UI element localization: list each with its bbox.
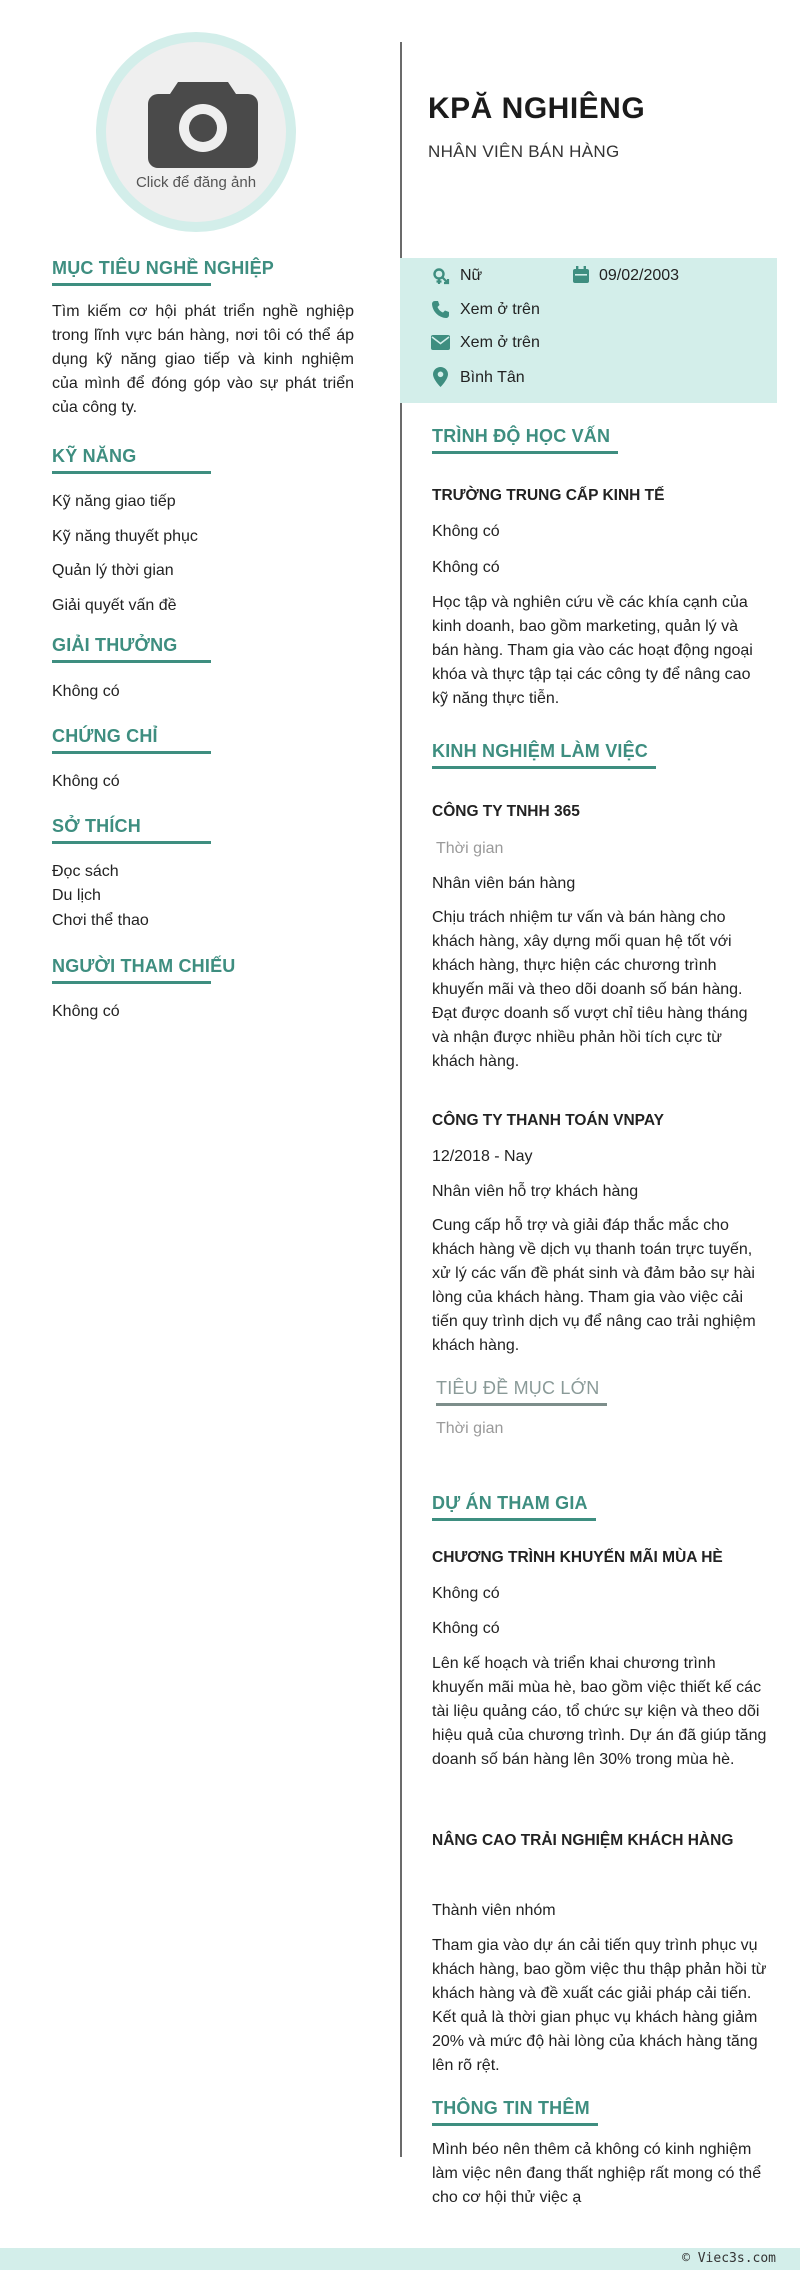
awards-title: GIẢI THƯỞNG — [52, 635, 211, 663]
hobby-item: Đọc sách — [52, 863, 119, 880]
contact-email: Xem ở trên — [460, 334, 540, 351]
job-time: Thời gian — [436, 840, 504, 857]
candidate-name: KPĂ NGHIÊNG — [428, 92, 646, 125]
certs-text: Không có — [52, 773, 120, 790]
hobbies-title: SỞ THÍCH — [52, 816, 211, 844]
phone-icon — [431, 300, 450, 319]
awards-text: Không có — [52, 683, 120, 700]
education-school: TRƯỜNG TRUNG CẤP KINH TẾ — [432, 487, 665, 504]
job-position: Nhân viên hỗ trợ khách hàng — [432, 1183, 639, 1200]
gender-icon — [432, 267, 450, 285]
education-line: Không có — [432, 559, 500, 576]
camera-icon — [148, 74, 258, 168]
skill-item: Kỹ năng thuyết phục — [52, 528, 198, 545]
placeholder-section-title[interactable]: TIÊU ĐỀ MỤC LỚN — [436, 1378, 607, 1406]
project-name: NÂNG CAO TRẢI NGHIỆM KHÁCH HÀNG — [432, 1832, 734, 1849]
email-icon — [431, 335, 450, 350]
job-company: CÔNG TY TNHH 365 — [432, 803, 580, 820]
skill-item: Quản lý thời gian — [52, 562, 174, 579]
objective-title: MỤC TIÊU NGHỀ NGHIỆP — [52, 258, 211, 286]
skills-title: KỸ NĂNG — [52, 446, 211, 474]
project-line: Không có — [432, 1585, 500, 1602]
project-line: Không có — [432, 1620, 500, 1637]
projects-title: DỰ ÁN THAM GIA — [432, 1493, 596, 1521]
contact-birthday: 09/02/2003 — [599, 267, 680, 284]
refs-text: Không có — [52, 1003, 120, 1020]
hobby-item: Du lịch — [52, 887, 101, 904]
education-line: Không có — [432, 523, 500, 540]
certs-title: CHỨNG CHỈ — [52, 726, 211, 754]
experience-title: KINH NGHIỆM LÀM VIỆC — [432, 741, 656, 769]
objective-text: Tìm kiếm cơ hội phát triển nghề nghiệp trong lĩnh vực bán hàng, nơi tôi có thể áp dụng kỹ năng giao tiếp và kinh nghiệm của mình để đóng góp vào sự phát triển của công ty. — [52, 303, 354, 416]
skill-item: Giải quyết vấn đề — [52, 597, 177, 614]
education-title: TRÌNH ĐỘ HỌC VẤN — [432, 426, 618, 454]
job-desc: Cung cấp hỗ trợ và giải đáp thắc mắc cho khách hàng về dịch vụ thanh toán trực tuyến, xử lý các vấn đề phát sinh và đảm bảo sự hài lòng của khách hàng. Tham gia vào việc cải tiến quy trình dịch vụ để nâng cao trải nghiệm khách hàng. — [432, 1217, 756, 1354]
extra-title: THÔNG TIN THÊM — [432, 2098, 598, 2126]
project-desc: Tham gia vào dự án cải tiến quy trình phục vụ khách hàng, bao gồm việc thu thập phản hồi từ khách hàng và đề xuất các giải pháp cải tiến. Kết quả là thời gian phục vụ khách hàng giảm 20% và mức độ hài lòng của khách hàng tăng lên rõ rệt. — [432, 1937, 767, 2074]
footer-bar — [0, 2248, 800, 2270]
job-time: 12/2018 - Nay — [432, 1148, 533, 1165]
placeholder-time[interactable]: Thời gian — [436, 1420, 504, 1437]
project-role: Thành viên nhóm — [432, 1902, 556, 1919]
contact-address: Bình Tân — [460, 369, 525, 386]
calendar-icon — [572, 266, 590, 284]
skill-item: Kỹ năng giao tiếp — [52, 493, 176, 510]
project-name: CHƯƠNG TRÌNH KHUYẾN MÃI MÙA HÈ — [432, 1549, 723, 1566]
avatar-hint: Click để đăng ảnh — [135, 174, 257, 191]
contact-phone: Xem ở trên — [460, 301, 540, 318]
candidate-title: NHÂN VIÊN BÁN HÀNG — [428, 142, 620, 161]
hobby-item: Chơi thể thao — [52, 912, 149, 929]
avatar-upload[interactable] — [96, 32, 296, 232]
footer-credit[interactable]: © Viec3s.com — [682, 2251, 776, 2266]
location-icon — [433, 367, 448, 387]
job-desc: Chịu trách nhiệm tư vấn và bán hàng cho khách hàng, xây dựng mối quan hệ tốt với khách hàng, thực hiện các chương trình khuyến mãi và theo dõi doanh số bán hàng. Đạt được doanh số vượt chỉ tiêu hàng tháng và nhận được nhiều phản hồi tích cực từ khách hàng. — [432, 909, 748, 1070]
refs-title: NGƯỜI THAM CHIẾU — [52, 956, 211, 984]
contact-gender: Nữ — [460, 267, 483, 284]
education-desc: Học tập và nghiên cứu về các khía cạnh của kinh doanh, bao gồm marketing, quản lý và bán hàng. Tham gia vào các hoạt động ngoại khóa và thực tập tại các công ty để nâng cao kỹ năng thực tiễn. — [432, 594, 753, 707]
extra-text: Mình béo nên thêm cả không có kinh nghiệm làm việc nên đang thất nghiệp rất mong có thể cho cơ hội thử việc ạ — [432, 2141, 762, 2206]
contact-panel — [400, 258, 777, 403]
project-desc: Lên kế hoạch và triển khai chương trình khuyến mãi mùa hè, bao gồm việc thiết kế các tài liệu quảng cáo, tổ chức sự kiện và theo dõi hiệu quả của chương trình. Dự án đã giúp tăng doanh số bán hàng lên 30% trong mùa hè. — [432, 1655, 767, 1768]
job-company: CÔNG TY THANH TOÁN VNPAY — [432, 1112, 664, 1129]
job-position: Nhân viên bán hàng — [432, 875, 576, 892]
